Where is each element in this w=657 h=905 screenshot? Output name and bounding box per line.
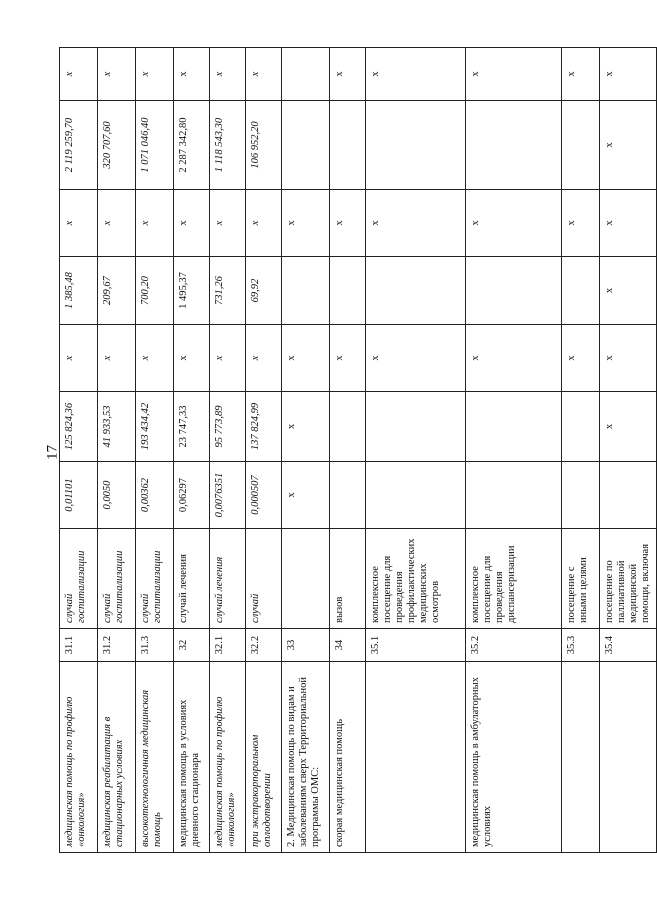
cell-sum-oms [282, 101, 330, 190]
cell-per-capita-oms [330, 257, 366, 325]
cell-category: 2. Медицинская помощь по видам и заболеваниям сверх Территориальной программы ОМС: [282, 662, 330, 853]
table-row [210, 48, 246, 853]
cell-unit: случай госпитализации [98, 529, 136, 629]
cell-category: медицинская помощь в условиях дневного стационара [174, 662, 210, 853]
cell-volume [600, 462, 657, 529]
cell-sum-budget: x [210, 190, 246, 257]
cell-per-capita-budget: x [282, 325, 330, 392]
cell-category [366, 662, 466, 853]
cell-per-capita-budget: x [210, 325, 246, 392]
cell-cost-per-unit: 23 747,33 [174, 392, 210, 462]
cell-row-number: 32.1 [210, 629, 246, 662]
cell-unit: посещение с иными целями [562, 529, 600, 629]
cell-per-capita-oms: 700,20 [136, 257, 174, 325]
table-row [282, 48, 330, 853]
cell-per-capita-budget: x [466, 325, 562, 392]
cell-sum-oms: 320 707,60 [98, 101, 136, 190]
cell-per-capita-oms: 1 385,48 [60, 257, 98, 325]
table-row [246, 48, 282, 853]
cell-sum-oms: 2 119 259,70 [60, 101, 98, 190]
cell-row-number: 35.3 [562, 629, 600, 662]
table-body [60, 48, 657, 853]
cell-category: высокотехнологичная медицинская помощь [136, 662, 174, 853]
cell-per-capita-budget: x [366, 325, 466, 392]
cell-sum-oms [466, 101, 562, 190]
cell-volume [466, 462, 562, 529]
cell-volume [366, 462, 466, 529]
cell-sum-budget: x [562, 190, 600, 257]
table-row [562, 48, 600, 853]
cell-per-capita-oms: x [600, 257, 657, 325]
cell-sum-budget: x [174, 190, 210, 257]
rotated-table-area [59, 48, 651, 853]
cell-cost-per-unit: x [600, 392, 657, 462]
cell-unit: случай лечения [210, 529, 246, 629]
cell-per-capita-oms: 1 495,37 [174, 257, 210, 325]
cell-unit: случай госпитализации [136, 529, 174, 629]
cell-category: скорая медицинская помощь [330, 662, 366, 853]
cell-row-number: 33 [282, 629, 330, 662]
cell-cost-per-unit [562, 392, 600, 462]
cell-unit [282, 529, 330, 629]
cell-unit: случай госпитализации [60, 529, 98, 629]
cell-sum-oms [366, 101, 466, 190]
cell-category [562, 662, 600, 853]
table-row [136, 48, 174, 853]
cell-cost-per-unit: 193 434,42 [136, 392, 174, 462]
cell-per-capita-oms: 69,92 [246, 257, 282, 325]
cell-volume: 0,01101 [60, 462, 98, 529]
cell-row-number: 35.2 [466, 629, 562, 662]
table-row [600, 48, 657, 853]
cell-volume: 0,0076351 [210, 462, 246, 529]
cell-share: x [330, 48, 366, 101]
cell-share: x [562, 48, 600, 101]
cell-share: x [174, 48, 210, 101]
cell-share: x [600, 48, 657, 101]
cell-sum-oms [562, 101, 600, 190]
cell-unit: вызов [330, 529, 366, 629]
cell-volume: 0,000507 [246, 462, 282, 529]
cell-volume: 0,0050 [98, 462, 136, 529]
cell-sum-oms: 1 071 046,40 [136, 101, 174, 190]
cell-category: медицинская помощь по профилю «онкология» [210, 662, 246, 853]
cell-sum-oms: 2 287 342,80 [174, 101, 210, 190]
cell-row-number: 31.3 [136, 629, 174, 662]
cell-sum-budget: x [98, 190, 136, 257]
cell-share: x [246, 48, 282, 101]
cell-sum-oms: 106 952,20 [246, 101, 282, 190]
cell-category: медицинская реабилитация в стационарных условиях [98, 662, 136, 853]
cell-per-capita-budget: x [600, 325, 657, 392]
cell-per-capita-budget: x [246, 325, 282, 392]
cell-sum-budget: x [282, 190, 330, 257]
cell-row-number: 32 [174, 629, 210, 662]
cell-cost-per-unit: 41 933,53 [98, 392, 136, 462]
table-row [330, 48, 366, 853]
cell-category [600, 662, 657, 853]
cell-sum-budget: x [330, 190, 366, 257]
cell-share: x [136, 48, 174, 101]
cell-share: x [210, 48, 246, 101]
cell-sum-budget: x [136, 190, 174, 257]
cell-cost-per-unit [330, 392, 366, 462]
cell-sum-budget: x [366, 190, 466, 257]
data-table [59, 47, 657, 853]
cell-sum-budget: x [466, 190, 562, 257]
table-row [174, 48, 210, 853]
cell-share: x [366, 48, 466, 101]
cell-sum-oms: 1 118 543,30 [210, 101, 246, 190]
cell-per-capita-budget: x [98, 325, 136, 392]
cell-row-number: 32.2 [246, 629, 282, 662]
cell-per-capita-budget: x [562, 325, 600, 392]
cell-unit: комплексное посещение для проведения диспансеризации [466, 529, 562, 629]
cell-per-capita-oms: 731,26 [210, 257, 246, 325]
cell-cost-per-unit [466, 392, 562, 462]
cell-share: x [466, 48, 562, 101]
cell-cost-per-unit [366, 392, 466, 462]
cell-volume [562, 462, 600, 529]
table-row [60, 48, 98, 853]
cell-per-capita-budget: x [174, 325, 210, 392]
cell-per-capita-oms [282, 257, 330, 325]
table-row [98, 48, 136, 853]
cell-category: медицинская помощь в амбулаторных условиях [466, 662, 562, 853]
cell-row-number: 31.2 [98, 629, 136, 662]
table-row [366, 48, 466, 853]
cell-row-number: 34 [330, 629, 366, 662]
cell-volume: x [282, 462, 330, 529]
cell-share: x [60, 48, 98, 101]
cell-sum-oms: x [600, 101, 657, 190]
cell-cost-per-unit: x [282, 392, 330, 462]
cell-sum-budget: x [600, 190, 657, 257]
cell-sum-budget: x [246, 190, 282, 257]
cell-sum-oms [330, 101, 366, 190]
cell-share: x [98, 48, 136, 101]
cell-per-capita-budget: x [330, 325, 366, 392]
cell-volume [330, 462, 366, 529]
cell-per-capita-oms [562, 257, 600, 325]
table-row [466, 48, 562, 853]
cell-per-capita-oms [466, 257, 562, 325]
cell-unit: случай [246, 529, 282, 629]
cell-volume: 0,06297 [174, 462, 210, 529]
cell-per-capita-budget: x [60, 325, 98, 392]
cell-per-capita-oms: 209,67 [98, 257, 136, 325]
cell-category: медицинская помощь по профилю «онкология» [60, 662, 98, 853]
cell-per-capita-budget: x [136, 325, 174, 392]
page-number: 17 [44, 445, 61, 460]
cell-unit: посещение по паллиативной медицинской помощи, включая [600, 529, 657, 629]
cell-volume: 0,00362 [136, 462, 174, 529]
cell-row-number: 35.4 [600, 629, 657, 662]
cell-row-number: 35.1 [366, 629, 466, 662]
cell-share [282, 48, 330, 101]
cell-per-capita-oms [366, 257, 466, 325]
cell-unit: случай лечения [174, 529, 210, 629]
cell-category: при экстракорпоральном оплодотворении [246, 662, 282, 853]
cell-unit: комплексное посещение для проведения профилактических медицинских осмотров [366, 529, 466, 629]
cell-sum-budget: x [60, 190, 98, 257]
cell-cost-per-unit: 95 773,89 [210, 392, 246, 462]
cell-row-number: 31.1 [60, 629, 98, 662]
cell-cost-per-unit: 137 824,99 [246, 392, 282, 462]
cell-cost-per-unit: 125 824,36 [60, 392, 98, 462]
